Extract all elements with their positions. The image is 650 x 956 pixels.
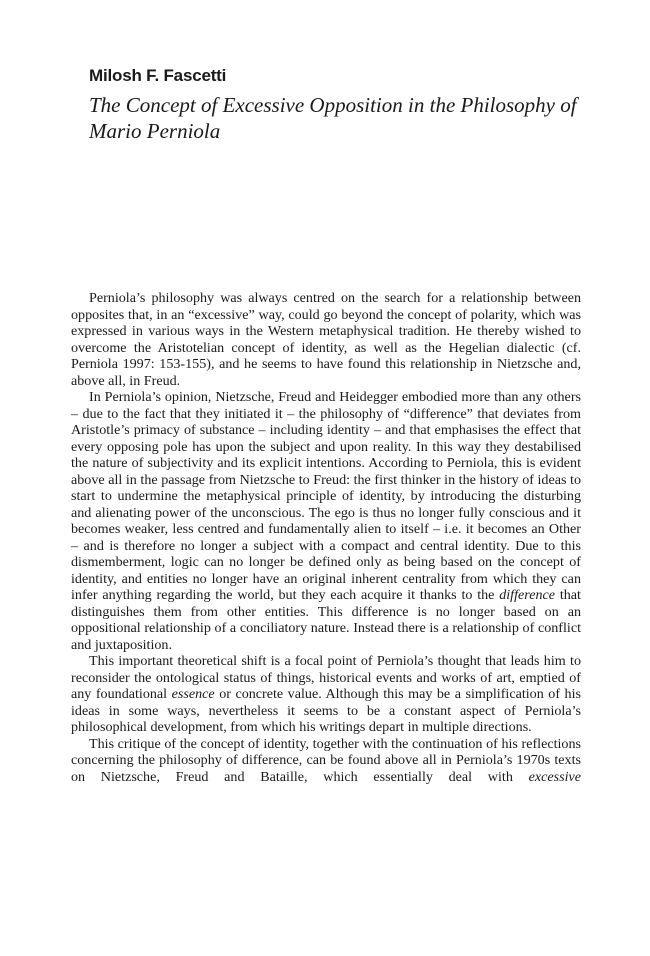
- chapter-author: Milosh F. Fascetti: [89, 66, 227, 85]
- paragraph: In Perniola’s opinion, Nietzsche, Freud and Heidegger embodied more than any others – due to the fact that they initiated it – the philosophy of “difference” that deviates from Aristotle’s primacy of substance – including identity – and that emphasises the effect that every opposing pole has upon the subject and upon reality. In this way they destabilised the nature of subjectivity and its explicit intentions. According to Perniola, this is evident above all in the passage from Nietzsche to Freud: the first thinker in the history of ideas to start to undermine the metaphysical principle of identity, by introducing the disturbing and alienating power of the unconscious. The ego is thus no longer fully conscious and it becomes weaker, less centred and fundamentally alien to itself – i.e. it becomes an Other – and is therefore no longer a subject with a compact and central identity. Due to this dismemberment, logic can no longer be defined only as being based on the concept of identity, and entities no longer have an original inherent centrality from which they can infer anything regarding the world, but they each acquire it thanks to the difference that distinguishes them from other entities. This difference is no longer based on an oppositional relationship of a conciliatory nature. Instead there is a relationship of conflict and juxtaposition.: [71, 389, 581, 653]
- paragraph: This important theoretical shift is a focal point of Perniola’s thought that leads him to reconsider the ontological status of things, historical events and works of art, emptied of any foundational essence or concrete value. Although this may be a simplification of his ideas in some ways, nevertheless it seems to be a constant aspect of Perniola’s philosophical development, from which his writings depart in multiple directions.: [71, 653, 581, 735]
- chapter-body: [71, 290, 581, 785]
- paragraph: This critique of the concept of identity, together with the continuation of his reflections concerning the philosophy of difference, can be found above all in Perniola’s 1970s texts on Nietzsche, Freud and Bataille, which essentially deal with excessive: [71, 735, 581, 785]
- emphasis-difference: difference: [499, 587, 556, 603]
- chapter-title: The Concept of Excessive Opposition in the Philosophy of Mario Perniola: [89, 93, 577, 143]
- emphasis-essence: essence: [171, 686, 215, 702]
- emphasis-excessive: excessive: [528, 768, 581, 785]
- paragraph: Perniola’s philosophy was always centred on the search for a relationship between opposites that, in an “excessive” way, could go beyond the concept of polarity, which was expressed in various ways in the Western metaphysical tradition. He thereby wished to overcome the Aristotelian concept of identity, as well as the Hegelian dialectic (cf. Perniola 1997: 153-155), and he seems to have found this relationship in Nietzsche and, above all, in Freud.: [71, 290, 581, 389]
